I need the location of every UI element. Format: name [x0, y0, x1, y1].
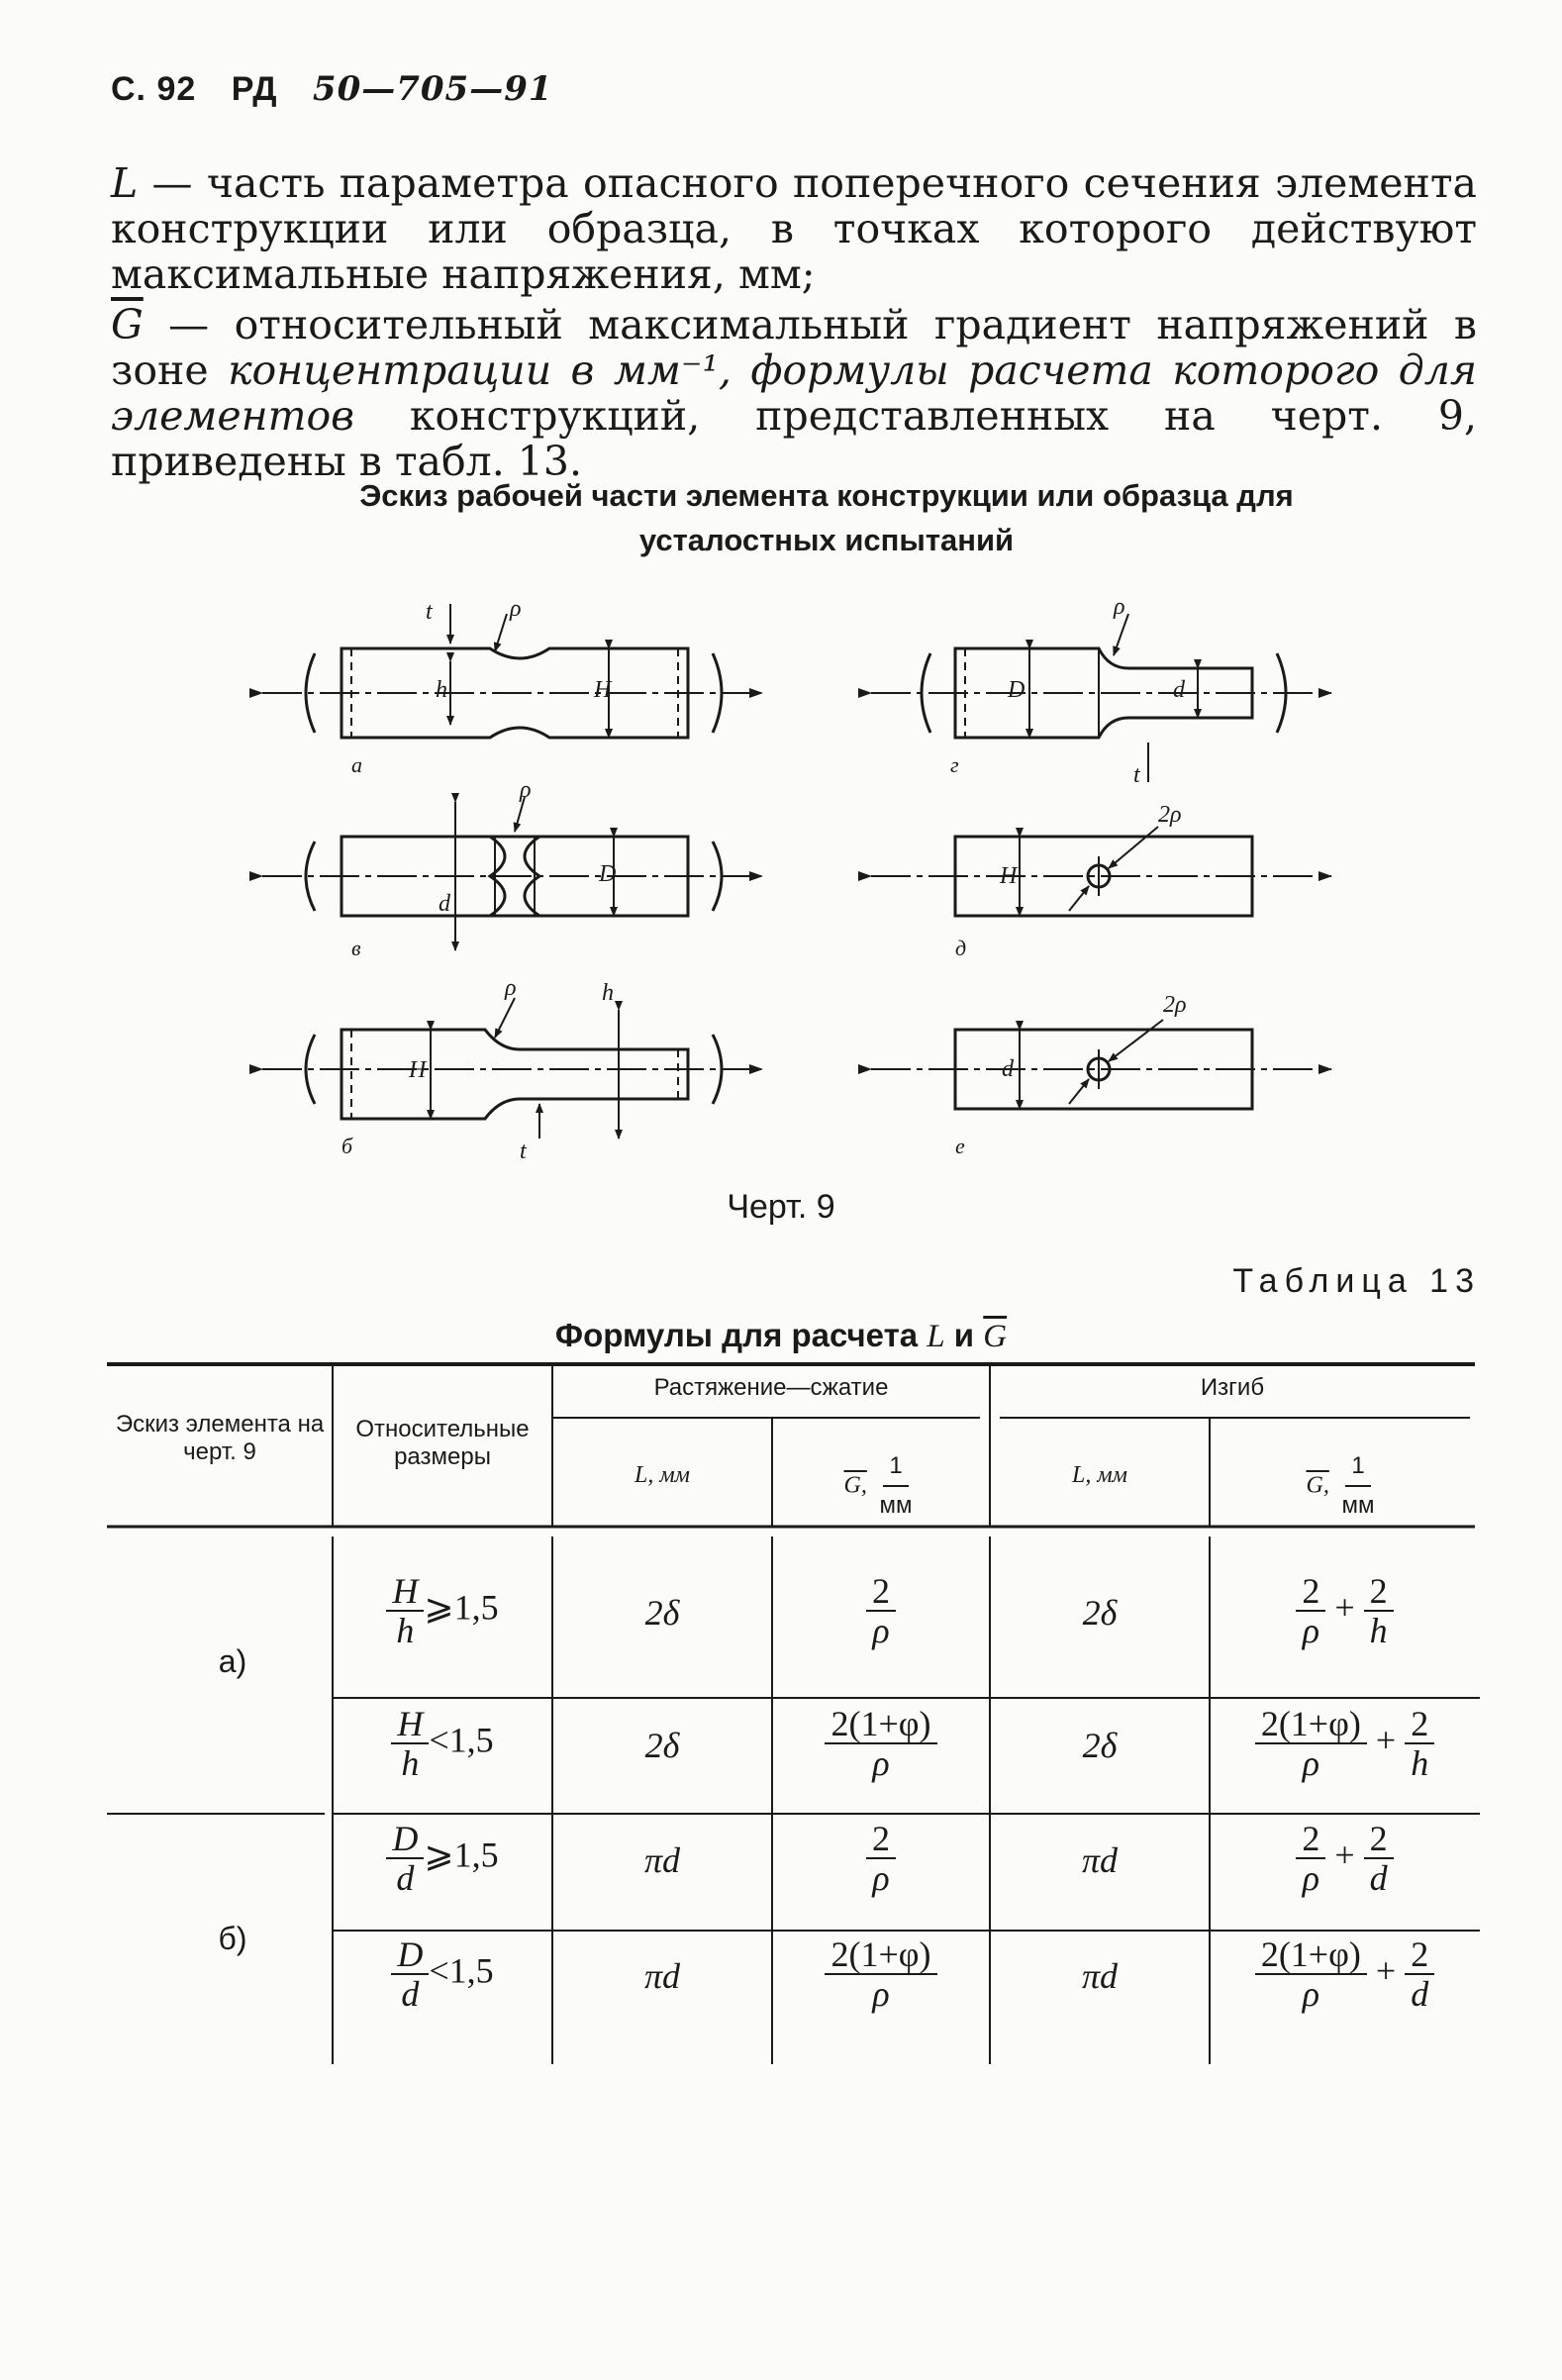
tension-L-cell: πd [643, 1956, 681, 1996]
label-H-d: H [1000, 863, 1018, 889]
table-title-and: и [944, 1317, 984, 1353]
tension-L-cell: 2δ [644, 1726, 680, 1765]
label-rho-b: ρ [505, 975, 517, 1001]
tension-G-cell: $\frac{2(1+\varphi)}{\rho}$ [772, 1935, 990, 2013]
table-title [0, 1317, 1562, 1355]
label-2rho-d: 2ρ [1158, 802, 1182, 828]
header-tension-G: G, $\frac{1}{мм}$ [772, 1447, 990, 1525]
sketch-b [262, 975, 762, 1164]
bending-G-cell: $\frac{2(1+\varphi)}{\rho}$ + $\frac{2}{d}$ [1210, 1935, 1480, 2013]
tension-G-cell: $\frac{2(1+\varphi)}{\rho}$ [772, 1705, 990, 1782]
doc-number: 50—705—91 [312, 69, 553, 109]
table-title-L: L [927, 1319, 945, 1354]
header-bending-L: L, мм [1072, 1462, 1127, 1488]
bending-L-cell: 2δ [1082, 1726, 1118, 1765]
tension-L-cell: πd [643, 1840, 681, 1880]
tension-G-cell: $\frac{2}{\rho}$ [772, 1572, 990, 1649]
definition-L-text: — часть параметра опасного поперечного сечения элемента конструкции или образца, в точках которого действуют максимальные напряжения, мм; [111, 159, 1477, 298]
label-D-g: D [1008, 677, 1025, 703]
symbol-G: $\overline{G}$ [111, 301, 144, 348]
relative-size-cell: $\frac{H}{h}$ <1,5 [333, 1705, 552, 1782]
header-relative: Относительные размеры [355, 1416, 530, 1470]
sketch-d [871, 802, 1331, 960]
page-header [111, 69, 553, 109]
bending-L-cell: πd [1081, 1840, 1119, 1880]
label-t-g: t [1133, 762, 1140, 788]
tension-G-cell: $\frac{2}{\rho}$ [772, 1820, 990, 1897]
tension-L-cell: 2δ [644, 1593, 680, 1633]
bending-G-cell: $\frac{2(1+\varphi)}{\rho}$ + $\frac{2}{h}$ [1210, 1705, 1480, 1782]
label-H-b: H [409, 1057, 427, 1083]
panel-label-g: г [950, 752, 959, 777]
panel-label-a: а [351, 752, 362, 777]
panel-label-d: д [955, 936, 967, 960]
definition-G [111, 302, 1477, 484]
bending-L-cell: πd [1081, 1956, 1119, 1996]
header-bending: Изгиб [1200, 1374, 1265, 1401]
bending-G-cell: $\frac{2}{\rho}$ + $\frac{2}{d}$ [1210, 1820, 1480, 1897]
header-sketch: Эскиз элемента на черт. 9 [115, 1411, 325, 1465]
relative-size-cell: $\frac{D}{d}$ <1,5 [333, 1935, 552, 2013]
header-tension: Растяжение—сжатие [653, 1374, 889, 1401]
panel-label-e: е [955, 1134, 965, 1158]
table-title-prefix: Формулы для расчета [554, 1317, 927, 1353]
sketch-a [262, 596, 762, 777]
page-number: С. 92 [111, 70, 197, 108]
group-b-label: б) [218, 1921, 247, 1956]
relative-size-cell: $\frac{H}{h}$ ⩾1,5 [333, 1572, 552, 1649]
header-tension-L: L, мм [635, 1462, 690, 1488]
group-a-label: а) [218, 1643, 247, 1679]
figure-title-line-2: усталостных испытаний [638, 523, 1015, 557]
definition-L [111, 160, 1477, 297]
label-D-v: D [599, 861, 617, 887]
doc-code: РД [231, 70, 278, 108]
label-d-e: d [1002, 1056, 1014, 1082]
definition-G-text-2: конструкций, представленных на черт. 9, приведены в табл. 13. [111, 392, 1477, 485]
table-label: Таблица 13 [1232, 1262, 1481, 1300]
label-t-a: t [426, 599, 433, 625]
figure-caption: Черт. 9 [727, 1188, 835, 1226]
label-h-b: h [602, 980, 614, 1006]
definition-G-text-italic: концентрации в мм⁻¹, формулы расчета которого для элементов [111, 347, 1477, 440]
label-d-g: d [1173, 677, 1185, 703]
panel-label-b: б [342, 1134, 353, 1158]
specimen-sketches [0, 584, 1562, 1178]
header-bending-G: G, $\frac{1}{мм}$ [1210, 1447, 1477, 1525]
sketch-g [871, 594, 1331, 788]
table-title-G: $\overline{G}$ [983, 1319, 1008, 1354]
symbol-L: L [111, 159, 139, 207]
bending-G-cell: $\frac{2}{\rho}$ + $\frac{2}{h}$ [1210, 1572, 1480, 1649]
bending-L-cell: 2δ [1082, 1593, 1118, 1633]
relative-size-cell: $\frac{D}{d}$ ⩾1,5 [333, 1820, 552, 1897]
definition-G-text-1: — относительный максимальный градиент напряжений в зоне [111, 301, 1477, 394]
label-rho-g: ρ [1114, 594, 1125, 620]
panel-label-v: в [351, 936, 361, 960]
figure-title-line-1: Эскиз рабочей части элемента конструкции или образца для [359, 478, 1294, 513]
label-h-a: h [436, 677, 447, 703]
sketch-e [871, 992, 1331, 1158]
figure-title [247, 473, 1406, 562]
sketch-v [262, 777, 762, 960]
label-t-b: t [520, 1139, 527, 1164]
label-H-a: H [594, 677, 612, 703]
label-rho-a: ρ [510, 596, 522, 622]
label-rho-v: ρ [520, 777, 532, 803]
label-2rho-e: 2ρ [1163, 992, 1187, 1018]
label-d-v: d [439, 891, 450, 917]
